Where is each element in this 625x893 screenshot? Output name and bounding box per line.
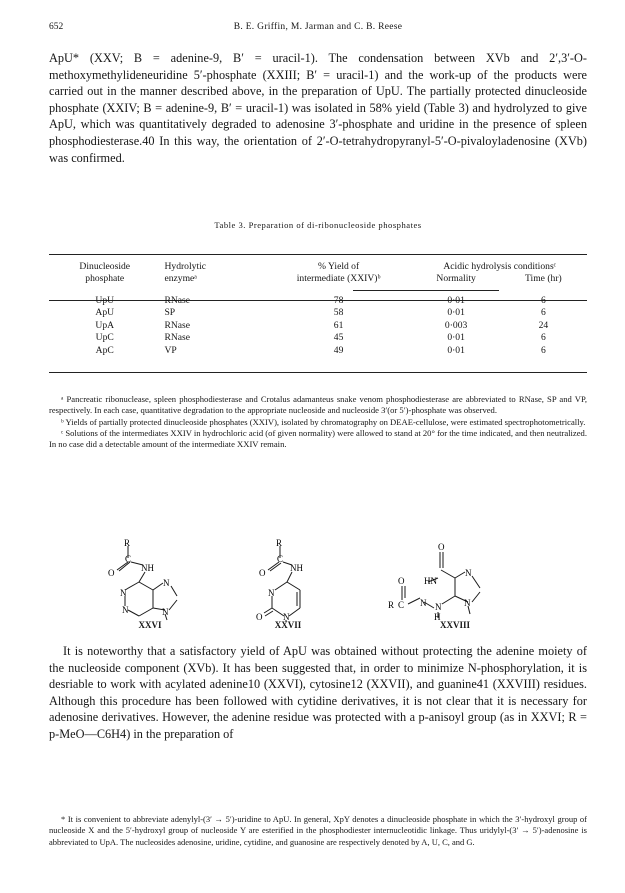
label-xxvii: XXVII: [274, 620, 302, 630]
page-number: 652: [49, 22, 64, 32]
cell: SP: [164, 307, 176, 319]
th-col2-line2: enzymeᵃ: [164, 272, 197, 284]
cell: 24: [538, 319, 549, 331]
atom-c: C: [125, 554, 132, 564]
atom-o: O: [398, 576, 405, 586]
body-paragraph-2: [49, 643, 587, 743]
structure-xxvii: [232, 538, 332, 622]
cell: 49: [333, 344, 344, 356]
cell: VP: [164, 344, 177, 356]
atom-n: N: [420, 598, 427, 608]
table-row: [49, 345, 587, 357]
atom-n: N: [120, 588, 127, 598]
table-row: [49, 307, 587, 319]
cell: 0·01: [447, 332, 465, 344]
structure-xxvi: [95, 538, 215, 622]
th-col2-line1: Hydrolytic: [164, 261, 207, 272]
atom-n: N: [464, 598, 471, 608]
cell: 0·01: [447, 344, 465, 356]
cell: 0·003: [444, 319, 468, 331]
atom-r: R: [124, 538, 131, 548]
atom-c: C: [398, 600, 405, 610]
table-note-a: ᵃ Pancreatic ribonuclease, spleen phosphodiesterase and Crotalus adamanteus snake venom phosphodiesterase are abbreviated to RNase, SP and VP, respectively. In each case, quantitative degradation to the appropriate nucleoside and nucleoside 3′(or 5′)-phosphate was observed.: [49, 394, 587, 416]
cell: 6: [540, 307, 546, 319]
label-xxviii: XXVIII: [439, 620, 470, 630]
atom-n: N: [162, 607, 169, 617]
running-authors: B. E. Griffin, M. Jarman and C. B. Reese: [233, 22, 403, 32]
th-col3-line1: % Yield of: [317, 261, 360, 272]
cell: 61: [333, 319, 344, 331]
page-header: [49, 22, 587, 36]
structure-xxviii: [380, 538, 520, 622]
th-col3-line2: intermediate (XXIV)ᵇ: [296, 272, 381, 284]
th-col45-line1: Acidic hydrolysis conditionsᶜ: [443, 261, 557, 272]
atom-nh: NH: [141, 563, 154, 573]
cell: RNase: [164, 295, 191, 306]
cell: UpU: [95, 295, 115, 306]
th-col4-line2: Normality: [436, 272, 476, 284]
footnote-text: * It is convenient to abbreviate adenylyl-(3′ → 5′)-uridine to ApU. In general, XpY denotes a dinucleoside phosphate in which the 3′-hydroxyl group of nucleoside X and the 5′-hydroxyl group of nucleoside Y are esterified in the phosphodiester internucleotidic linkage. Thus uridylyl-(3′ → 5′)-adenosine is abbreviated to UpA. The nucleosides adenosine, uridine, cytidine, and guanosine are respectively denoted by A, U, C, and G.: [49, 814, 587, 847]
page-footnote: [49, 814, 587, 848]
cell: RNase: [164, 319, 191, 331]
table-row: [49, 332, 587, 344]
atom-n: N: [465, 568, 472, 578]
cell: 6: [540, 295, 546, 306]
atom-o: O: [256, 612, 263, 622]
table-note-c: ᶜ Solutions of the intermediates XXIV in hydrochloric acid (of given normality) were allowed to stand at 20° for the time indicated, and then neutralized. In no case did a detectable amount of the intermediate XXIV remain.: [49, 427, 587, 450]
table-row: [49, 320, 587, 332]
table-row: [49, 295, 587, 307]
cell: 6: [540, 344, 546, 356]
table-bottom-rule: [49, 372, 587, 373]
cell: 45: [333, 332, 344, 344]
body-paragraph-1: ApU* (XXV; B = adenine-9, B′ = uracil-1). The condensation between XVb and 2′,3′-O-methoxymethylideneuridine 5′-phosphate (XXIII; B′ = uracil-1) and the work-up of the products were carried out in the manner described above, in the preparation of UpU. The partially protected dinucleoside phosphate (XXIV; B = adenine-9, B′ = uracil-1) was isolated in 58% yield (Table 3) and hydrolyzed to give ApU, which was quantitatively degraded to adenosine 3′-phosphate and uridine in the presence of spleen phosphodiesterase.40 In this way, the orientation of 2′-O-tetrahydropyranyl-5′-O-pivaloyladenosine (XVb) was confirmed.: [49, 51, 587, 165]
atom-r: R: [388, 600, 395, 610]
table-footnotes: [49, 394, 587, 450]
cell: 0·01: [447, 307, 465, 319]
cell: UpC: [95, 332, 114, 344]
th-col1-line2: phosphate: [85, 272, 125, 284]
cell: 78: [333, 295, 344, 306]
label-xxvi: XXVI: [138, 620, 162, 630]
atom-n: N: [163, 578, 170, 588]
atom-o: O: [108, 568, 115, 578]
data-table: [49, 241, 587, 357]
table-caption: Table 3. Preparation of di-ribonucleoside phosphates: [214, 220, 422, 230]
cell: ApC: [95, 344, 114, 356]
atom-n: N: [268, 588, 275, 598]
atom-h: H: [434, 612, 441, 622]
cell: 58: [333, 307, 344, 319]
cell: 0·01: [447, 295, 465, 306]
th-col1-line1: Dinucleoside: [79, 261, 131, 272]
cell: ApU: [95, 307, 115, 319]
cell: 6: [540, 332, 546, 344]
atom-n: N: [122, 605, 129, 615]
cell: RNase: [164, 332, 191, 344]
atom-c: C: [277, 554, 284, 564]
table-note-b: ᵇ Yields of partially protected dinucleoside phosphates (XXIV), isolated by chromatography on DEAE-cellulose, were estimated spectrophotometrically.: [61, 416, 586, 427]
cell: UpA: [95, 319, 115, 331]
atom-nh: NH: [290, 563, 303, 573]
atom-n: N: [283, 612, 290, 622]
th-col5-line2: Time (hr): [525, 272, 562, 284]
atom-hn: HN: [424, 576, 437, 586]
atom-o: O: [438, 542, 445, 552]
atom-n: N: [435, 602, 442, 612]
atom-o: O: [259, 568, 266, 578]
paragraph-2-text: It is noteworthy that a satisfactory yield of ApU was obtained without protecting the adenine moiety of the nucleoside component (XVb). It has been suggested that, in order to minimize N-phosphorylation, it is desriable to work with acylated adenine10 (XXVI), cytosine12 (XXVII), and guanine41 (XXVIII) residues. Although this procedure has been followed with cytidine derivatives, it is not clear that it is necessary for adenosine derivatives. However, the adenine residue was protected with a p-anisoyl group (as in XXVI; R = p-MeO—C6H4) in the preparation of: [49, 644, 587, 741]
atom-r: R: [276, 538, 283, 548]
